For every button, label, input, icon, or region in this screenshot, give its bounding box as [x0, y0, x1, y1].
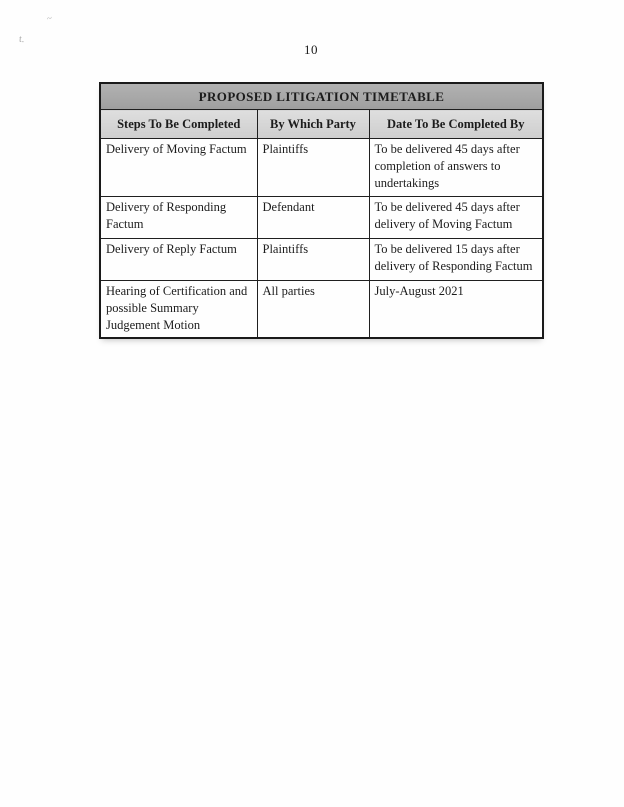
table-title-row — [100, 83, 543, 110]
table-title: PROPOSED LITIGATION TIMETABLE — [100, 83, 543, 110]
column-header-steps: Steps To Be Completed — [100, 110, 257, 139]
cell-date: To be delivered 45 days after completion of answers to undertakings — [369, 139, 543, 197]
cell-step: Delivery of Moving Factum — [100, 139, 257, 197]
cell-date: July-August 2021 — [369, 281, 543, 339]
page-number: 10 — [304, 42, 318, 57]
table-header-row — [100, 110, 543, 139]
cell-step: Delivery of Responding Factum — [100, 197, 257, 239]
table-row — [100, 239, 543, 281]
litigation-timetable — [99, 82, 544, 339]
column-header-date: Date To Be Completed By — [369, 110, 543, 139]
column-header-party: By Which Party — [257, 110, 369, 139]
table-row — [100, 197, 543, 239]
cell-date: To be delivered 45 days after delivery of Moving Factum — [369, 197, 543, 239]
cell-step: Hearing of Certification and possible Summary Judgement Motion — [100, 281, 257, 339]
table-row — [100, 139, 543, 197]
cell-step: Delivery of Reply Factum — [100, 239, 257, 281]
cell-party: Plaintiffs — [257, 139, 369, 197]
scan-artifact: ~ — [46, 12, 53, 24]
scan-artifact: t. — [18, 33, 25, 46]
cell-party: All parties — [257, 281, 369, 339]
table-row — [100, 281, 543, 339]
cell-date: To be delivered 15 days after delivery of Responding Factum — [369, 239, 543, 281]
cell-party: Plaintiffs — [257, 239, 369, 281]
cell-party: Defendant — [257, 197, 369, 239]
